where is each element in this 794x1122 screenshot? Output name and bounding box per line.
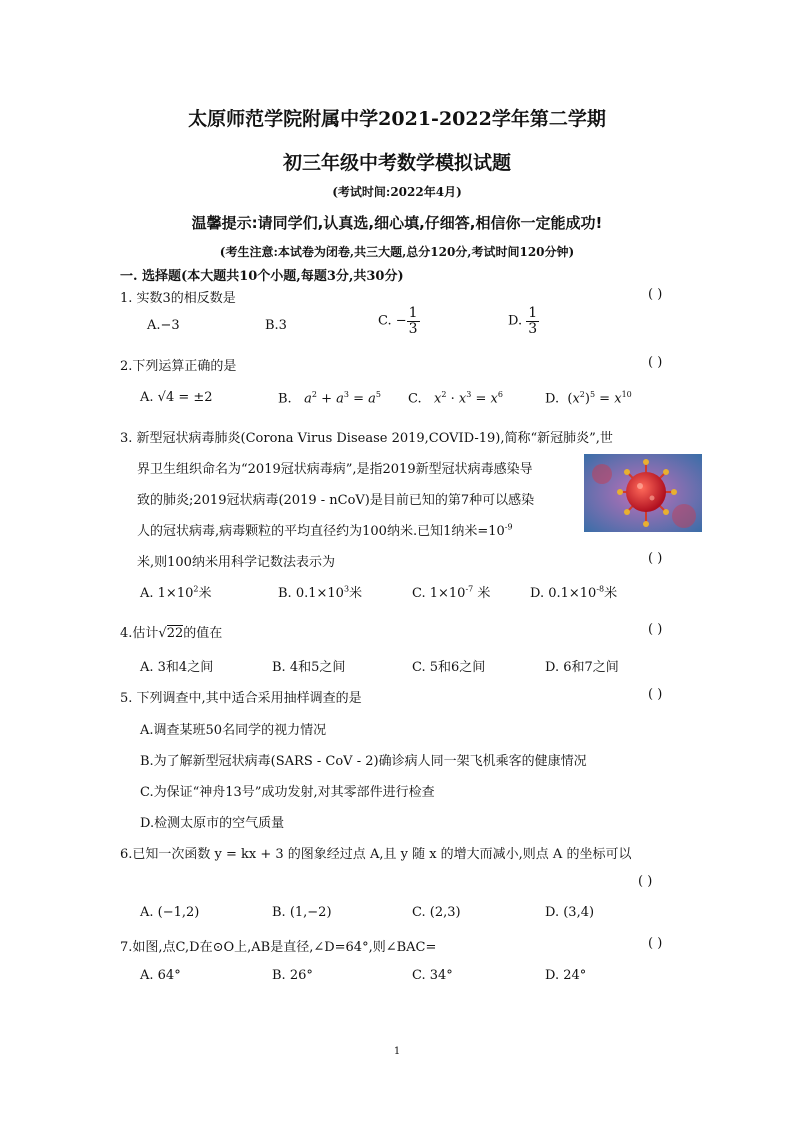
q1-option-c: C. − $\frac{1}{3}$	[378, 305, 418, 337]
q3-line1: 3. 新型冠状病毒肺炎(Corona Virus Disease 2019,COVID-19),简称“新冠肺炎”,世	[120, 431, 613, 446]
fraction: $\frac{1}{3}$	[408, 305, 418, 337]
q2-stem: 2.下列运算正确的是	[120, 359, 237, 374]
q7-option-b: B. 26°	[272, 968, 313, 983]
q4-stem: 4.估计√22的值在	[120, 626, 223, 641]
q3-line5: 米,则100纳米用科学记数法表示为	[137, 555, 335, 570]
q4-option-a: A. 3和4之间	[140, 660, 214, 675]
q6-option-b: B. (1,−2)	[272, 905, 332, 920]
page-number: 1	[393, 1046, 401, 1057]
q4-answer-paren: ( )	[648, 622, 663, 637]
q2-option-a: A. √4 = ±2	[140, 390, 213, 405]
q5-option-a: A.调查某班50名同学的视力情况	[140, 723, 327, 738]
q4-option-b: B. 4和5之间	[272, 660, 346, 675]
q1-option-a: A.−3	[147, 318, 180, 333]
title-line2: 初三年级中考数学模拟试题	[282, 152, 511, 174]
q5-stem: 5. 下列调查中,其中适合采用抽样调查的是	[120, 691, 362, 706]
q3-line2: 界卫生组织命名为“2019冠状病毒病”,是指2019新型冠状病毒感染导	[137, 462, 533, 477]
q4-option-d: D. 6和7之间	[545, 660, 619, 675]
sqrt-icon: √	[158, 626, 167, 641]
q2-answer-paren: ( )	[648, 355, 663, 370]
coronavirus-image	[584, 454, 702, 532]
q3-answer-paren: ( )	[648, 551, 663, 566]
section-heading: 一. 选择题(本大题共10个小题,每题3分,共30分)	[120, 269, 404, 284]
sqrt-expression: √4 = ±2	[157, 390, 213, 405]
q7-option-d: D. 24°	[545, 968, 587, 983]
q6-option-a: A. (−1,2)	[140, 905, 200, 920]
q3-line4: 人的冠状病毒,病毒颗粒的平均直径约为100纳米.已知1纳米$=10^{-9}$	[137, 522, 513, 539]
q7-option-c: C. 34°	[412, 968, 453, 983]
q6-option-d: D. (3,4)	[545, 905, 595, 920]
q5-option-b: B.为了解新型冠状病毒(SARS - CoV - 2)确诊病人同一架飞机乘客的健康情况	[140, 754, 587, 769]
q2-option-b: B. $a^2 + a^3 = a^5$	[278, 390, 381, 407]
q2-option-d: D. $(x^2)^5 = x^{10}$	[545, 390, 632, 407]
q7-option-a: A. 64°	[140, 968, 181, 983]
q3-option-b: B. $0.1\times 10^3$米	[278, 584, 363, 601]
q5-option-d: D.检测太原市的空气质量	[140, 816, 285, 831]
q6-answer-paren: ( )	[638, 874, 653, 889]
q1-stem: 1. 实数3的相反数是	[120, 291, 236, 306]
q1-option-b: B.3	[265, 318, 287, 333]
q6-stem: 6.已知一次函数 y = kx + 3 的图象经过点 A,且 y 随 x 的增大而减小,则点 A 的坐标可以	[120, 847, 632, 862]
q6-option-c: C. (2,3)	[412, 905, 461, 920]
title-line1: 太原师范学院附属中学2021-2022学年第二学期	[188, 108, 606, 130]
warm-tip: 温馨提示:请同学们,认真选,细心填,仔细答,相信你一定能成功!	[191, 214, 603, 232]
fraction: $\frac{1}{3}$	[528, 305, 538, 337]
q3-line3: 致的肺炎;2019冠状病毒(2019 - nCoV)是目前已知的第7种可以感染	[137, 493, 535, 508]
exam-time: (考试时间:2022年4月)	[332, 185, 462, 199]
q1-option-d: D. $\frac{1}{3}$	[508, 305, 538, 337]
exam-notice: (考生注意:本试卷为闭卷,共三大题,总分120分,考试时间120分钟)	[219, 245, 575, 259]
q5-option-c: C.为保证“神舟13号”成功发射,对其零部件进行检查	[140, 785, 435, 800]
q3-option-d: D. $0.1\times 10^{-8}$米	[530, 584, 618, 601]
q1-answer-paren: ( )	[648, 287, 663, 302]
q7-answer-paren: ( )	[648, 936, 663, 951]
q3-option-a: A. $1\times 10^2$米	[140, 584, 212, 601]
q4-option-c: C. 5和6之间	[412, 660, 486, 675]
q5-answer-paren: ( )	[648, 687, 663, 702]
q2-option-c: C. $x^2 \cdot x^3 = x^6$	[408, 390, 503, 407]
q3-option-c: C. $1\times 10^{-7}$ 米	[412, 584, 491, 601]
q7-stem: 7.如图,点C,D在⊙O上,AB是直径,∠D=64°,则∠BAC=	[120, 940, 437, 955]
